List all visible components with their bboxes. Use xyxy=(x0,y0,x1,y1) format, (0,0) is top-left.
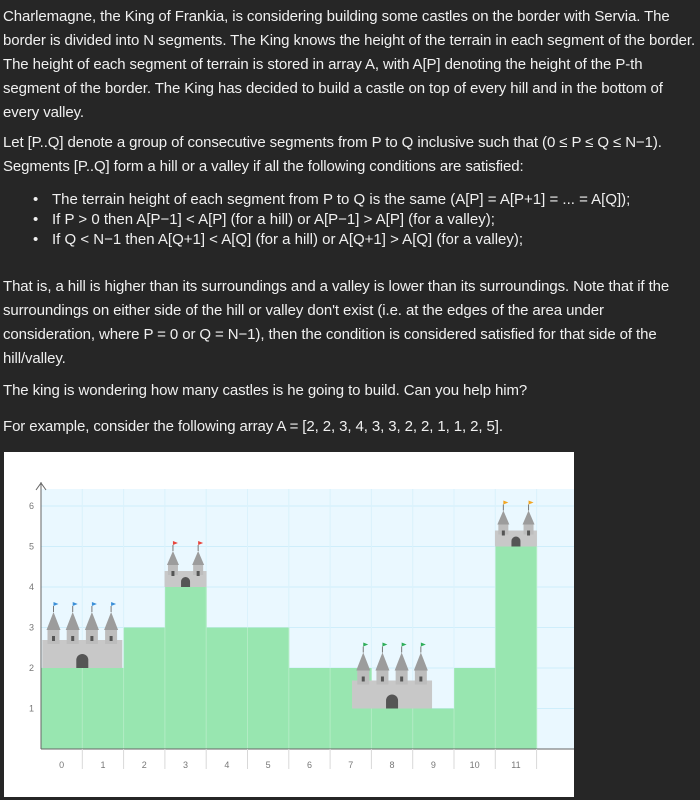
x-tick-label: 9 xyxy=(430,760,436,770)
x-tick-label: 8 xyxy=(389,760,395,770)
x-tick-label: 7 xyxy=(348,760,354,770)
x-tick-label: 10 xyxy=(469,760,480,770)
y-tick-label: 2 xyxy=(28,663,34,673)
terrain-segment xyxy=(206,628,248,750)
terrain-segment xyxy=(413,709,455,750)
y-tick-label: 1 xyxy=(28,703,34,714)
terrain-segment xyxy=(495,547,537,750)
terrain-segment xyxy=(124,628,166,750)
explanation-paragraph: That is, a hill is higher than its surroundings and a valley is lower than its surroundings. Note that if the surroundings on either side of the hill or valley don't exist (i.e. at the edges of the area under consideration, where P = 0 or Q = N−1), then the condition is considered satisfied for that side of the hill/valley. xyxy=(3,278,670,367)
terrain-segment xyxy=(165,587,207,749)
terrain-segment xyxy=(454,668,496,749)
terrain-segment xyxy=(82,668,124,749)
definition-paragraph: Let [P..Q] denote a group of consecutive segments from P to Q inclusive such that (0 ≤ P ≤ Q ≤ N−1). Segments [P..Q] form a hill or a valley if all the following conditions are satisfied: xyxy=(3,134,662,175)
example-paragraph: For example, consider the following array A = [2, 2, 3, 4, 3, 3, 2, 2, 1, 1, 2, 5]. xyxy=(3,418,503,435)
x-tick-label: 6 xyxy=(306,760,312,770)
question-paragraph: The king is wondering how many castles is he going to build. Can you help him? xyxy=(3,382,528,399)
y-tick-label: 4 xyxy=(28,582,34,592)
x-tick-label: 2 xyxy=(141,760,147,770)
y-tick-label: 5 xyxy=(28,541,34,552)
terrain-chart xyxy=(4,452,574,797)
terrain-chart-svg xyxy=(4,452,574,797)
intro-paragraph: Charlemagne, the King of Frankia, is considering building some castles on the border with Servia. The border is divided into N segments. The King knows the height of the terrain in each segment of the border. The height of each segment of terrain is stored in array A, with A[P] denoting the height of the P-th segment of the border. The King has decided to build a castle on top of every hill and in the bottom of every valley. xyxy=(3,8,696,121)
x-tick-label: 11 xyxy=(511,760,521,770)
x-tick-label: 5 xyxy=(265,760,271,770)
conditions-list xyxy=(0,190,700,250)
x-tick-label: 1 xyxy=(100,760,106,770)
x-tick-label: 0 xyxy=(59,760,65,770)
terrain-segment xyxy=(371,709,413,750)
condition-item: • If P > 0 then A[P−1] < A[P] (for a hill) or A[P−1] > A[P] (for a valley); xyxy=(0,210,700,230)
condition-item: • The terrain height of each segment from P to Q is the same (A[P] = A[P+1] = ... = A[Q]); xyxy=(0,190,700,210)
y-tick-label: 3 xyxy=(28,622,34,633)
y-tick-label: 6 xyxy=(28,501,34,511)
terrain-segment xyxy=(289,668,331,749)
condition-item: • If Q < N−1 then A[Q+1] < A[Q] (for a hill) or A[Q+1] > A[Q] (for a valley); xyxy=(0,230,700,250)
terrain-segment xyxy=(248,628,290,750)
terrain-segment xyxy=(41,668,83,749)
x-tick-label: 4 xyxy=(224,760,230,770)
x-tick-label: 3 xyxy=(183,760,189,770)
